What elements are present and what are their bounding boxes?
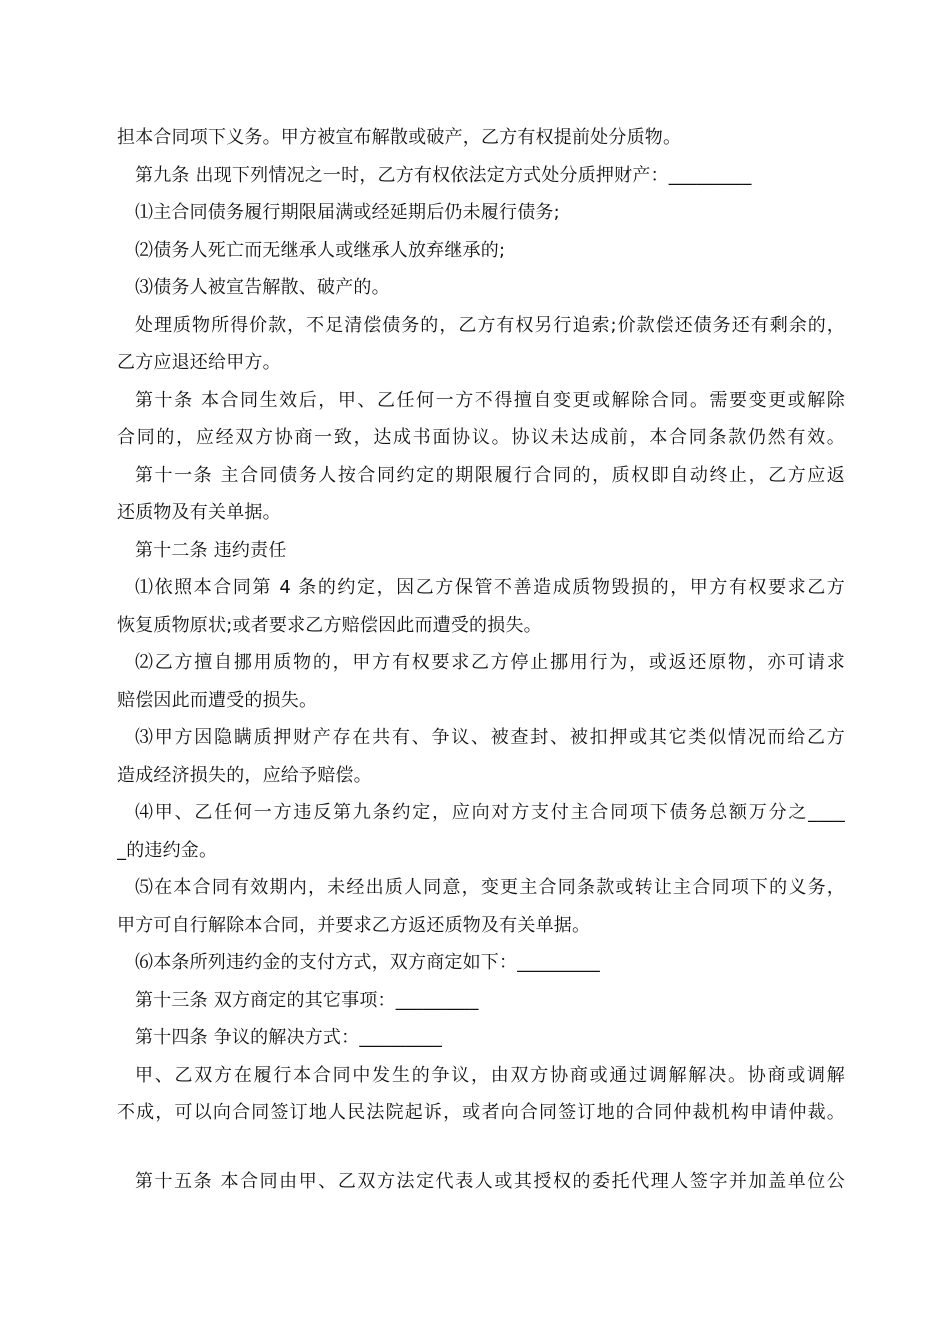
text-line-1: 担本合同项下义务。甲方被宣布解散或破产，乙方有权提前处分质物。 (117, 127, 682, 148)
article-12-item-1-line-1: ⑴依照本合同第 4 条的约定，因乙方保管不善造成质物毁损的，甲方有权要求乙方 (135, 577, 845, 598)
article-12-item-3-line-1: ⑶甲方因隐瞒质押财产存在共有、争议、被查封、被扣押或其它类似情况而给乙方 (135, 727, 845, 748)
article-9-item-1: ⑴主合同债务履行期限届满或经延期后仍未履行债务; (135, 202, 560, 223)
article-12-item-3-line-2: 造成经济损失的，应给予赔偿。 (117, 765, 372, 786)
disposal-paragraph-line-1: 处理质物所得价款，不足清偿债务的，乙方有权另行追索;价款偿还债务还有剩余的， (135, 315, 845, 336)
article-12-item-4-line-1: ⑷甲、乙任何一方违反第九条约定，应向对方支付主合同项下债务总额万分之____ (135, 802, 845, 823)
article-13: 第十三条 双方商定的其它事项：_________ (135, 990, 479, 1011)
dispute-paragraph-line-1: 甲、乙双方在履行本合同中发生的争议，由双方协商或通过调解解决。协商或调解 (135, 1065, 845, 1086)
disposal-paragraph-line-2: 乙方应退还给甲方。 (117, 352, 281, 373)
article-10-line-1: 第十条 本合同生效后，甲、乙任何一方不得擅自变更或解除合同。需要变更或解除 (135, 390, 845, 411)
article-12-item-1-line-2: 恢复质物原状;或者要求乙方赔偿因此而遭受的损失。 (117, 615, 542, 636)
dispute-paragraph-line-2: 不成，可以向合同签订地人民法院起诉，或者向合同签订地的合同仲裁机构申请仲裁。 (117, 1102, 845, 1123)
article-12-item-2-line-2: 赔偿因此而遭受的损失。 (117, 690, 318, 711)
article-9-item-3: ⑶债务人被宣告解散、破产的。 (135, 277, 390, 298)
article-12-item-5-line-2: 甲方可自行解除本合同，并要求乙方返还质物及有关单据。 (117, 915, 591, 936)
article-11-line-2: 还质物及有关单据。 (117, 502, 281, 523)
article-12-item-5-line-1: ⑸在本合同有效期内，未经出质人同意，变更主合同条款或转让主合同项下的义务， (135, 877, 845, 898)
article-15-line-1: 第十五条 本合同由甲、乙双方法定代表人或其授权的委托代理人签字并加盖单位公 (135, 1171, 845, 1192)
article-12-item-6: ⑹本条所列违约金的支付方式，双方商定如下：_________ (135, 952, 600, 973)
article-12-heading: 第十二条 违约责任 (135, 540, 287, 561)
article-10-line-2: 合同的，应经双方协商一致，达成书面协议。协议未达成前，本合同条款仍然有效。 (117, 427, 845, 448)
article-11-line-1: 第十一条 主合同债务人按合同约定的期限履行合同的，质权即自动终止，乙方应返 (135, 465, 845, 486)
article-9-heading: 第九条 出现下列情况之一时，乙方有权依法定方式处分质押财产：_________ (135, 165, 752, 186)
article-12-item-2-line-1: ⑵乙方擅自挪用质物的，甲方有权要求乙方停止挪用行为，或返还原物，亦可请求 (135, 652, 845, 673)
article-12-item-4-line-2: _的违约金。 (117, 840, 218, 861)
article-14: 第十四条 争议的解决方式：_________ (135, 1027, 443, 1048)
article-9-item-2: ⑵债务人死亡而无继承人或继承人放弃继承的; (135, 240, 506, 261)
